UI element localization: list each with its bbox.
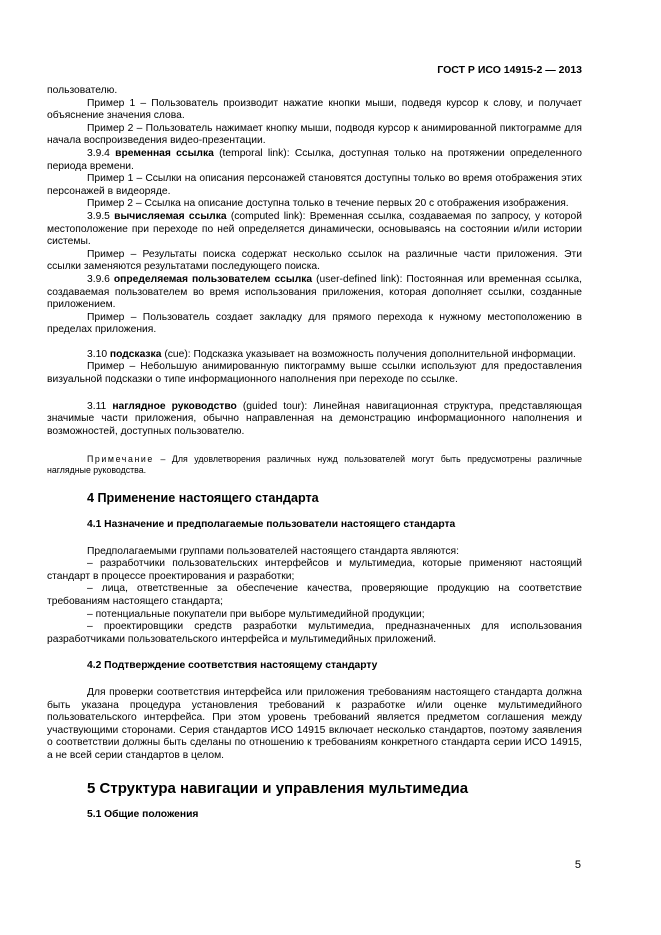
definition-term: наглядное руководство [112, 400, 237, 412]
example-paragraph: Пример 2 – Пользователь нажимает кнопку мыши, подводя курсор к анимированной пиктограмме для начала воспроизведения видео-презентации. [47, 122, 582, 147]
definition-text: (cue): Подсказка указывает на возможность получения дополнительной информации. [164, 348, 576, 360]
definition-text: (temporal link): Ссылка, доступная только на протяжении определенного периода времени. [47, 147, 582, 172]
definition-number: 3.10 [87, 348, 108, 360]
definition-term: временная ссылка [115, 147, 214, 159]
definition-number: 3.9.5 [87, 210, 110, 222]
definition-text: (computed link): Временная ссылка, создаваемая по запросу, у которой местоположение при переходе по ней определяется динамически, основываясь на состоянии и/или истории системы. [47, 210, 582, 248]
document-body [47, 85, 582, 822]
example-paragraph: Пример – Небольшую анимированную пиктограмму выше ссылки используют для предоставления визуальной подсказки о типе информационного наполнения при переходе по ссылке. [47, 361, 582, 386]
note-label: Примечание [87, 454, 154, 465]
section-5-heading: 5 Структура навигации и управления мультимедиа [87, 779, 469, 797]
list-item: – лица, ответственные за обеспечение качества, проверяющие продукцию на соответствие требованиям настоящего стандарта; [47, 583, 582, 607]
note-paragraph [47, 454, 582, 476]
paragraph: Предполагаемыми группами пользователей настоящего стандарта являются: [87, 545, 459, 557]
definition-number: 3.9.6 [87, 273, 110, 285]
example-paragraph: Пример 1 – Пользователь производит нажатие кнопки мыши, подведя курсор к слову, и получает объяснение значения слова. [47, 97, 582, 122]
example-paragraph: Пример – Пользователь создает закладку для прямого перехода к нужному местоположению в пределах приложения. [47, 311, 582, 336]
document-code-header: ГОСТ Р ИСО 14915-2 — 2013 [437, 64, 582, 76]
section-4-heading: 4 Применение настоящего стандарта [87, 491, 319, 506]
page-number: 5 [574, 859, 581, 871]
list-item: – разработчики пользовательских интерфейсов и мультимедиа, которые применяют настоящий стандарт в процессе проектирования и разработки; [47, 558, 582, 582]
definition-term: подсказка [109, 348, 162, 360]
definition-number: 3.11 [87, 400, 107, 412]
definition-number: 3.9.4 [87, 147, 110, 159]
definition-term: определяемая пользователем ссылка [113, 273, 313, 285]
definition-3-11 [47, 401, 582, 439]
definition-text: (guided tour): Линейная навигационная структура, представляющая значимые части приложения, обычно направленная на демонстрацию информационного наполнения и возможностей, доступных пользователю. [47, 400, 582, 437]
example-paragraph: Пример – Результаты поиска содержат несколько ссылок на различные части приложения. Эти ссылки заменяются результатами последующего поиска. [47, 248, 582, 273]
paragraph-continuation: пользователю. [47, 85, 118, 96]
example-paragraph: Пример 2 – Ссылка на описание доступна только в течение первых 20 с отображения изображения. [87, 198, 569, 210]
definition-3-10 [47, 349, 582, 362]
example-paragraph: Пример 1 – Ссылки на описания персонажей становятся доступны только во время отображения этих персонажей в видеоряде. [47, 173, 582, 197]
list-item: – потенциальные покупатели при выборе мультимедийной продукции; [87, 608, 425, 620]
definition-3-9-4 [47, 148, 582, 173]
note-text: – Для удовлетворения различных нужд пользователей могут быть предусмотрены различные наглядные руководства. [47, 454, 582, 476]
list-item: – проектировщики средств разработки мультимедиа, предназначенных для использования разработчиками пользовательского интерфейса и мультимедийных приложений. [47, 621, 582, 645]
section-5-1-heading: 5.1 Общие положения [87, 809, 199, 821]
definition-3-9-6 [47, 274, 582, 312]
section-4-2-heading: 4.2 Подтверждение соответствия настоящему стандарту [87, 660, 378, 672]
definition-term: вычисляемая ссылка [114, 210, 227, 222]
section-4-1-heading: 4.1 Назначение и предполагаемые пользователи настоящего стандарта [87, 519, 456, 531]
paragraph: Для проверки соответствия интерфейса или приложения требованиям настоящего стандарта должна быть указана процедура установления требований к разработке и/или оценке мультимедийного пользовательского интерфейса. При этом уровень требований является предметом соглашения между участвующими сторонами. Серия стандартов ИСО 14915 включает несколько стандартов, поэтому заявления о соответствии должны быть сделаны по отношению к требованиям конкретного стандарта серии ИСО 14915, а не всей серии стандартов в целом. [47, 686, 582, 761]
definition-text: (user-defined link): Постоянная или временная ссылка, создаваемая пользователем во время использования приложения, которая дополняет ссылки, созданные приложением. [47, 273, 582, 311]
definition-3-9-5 [47, 211, 582, 249]
